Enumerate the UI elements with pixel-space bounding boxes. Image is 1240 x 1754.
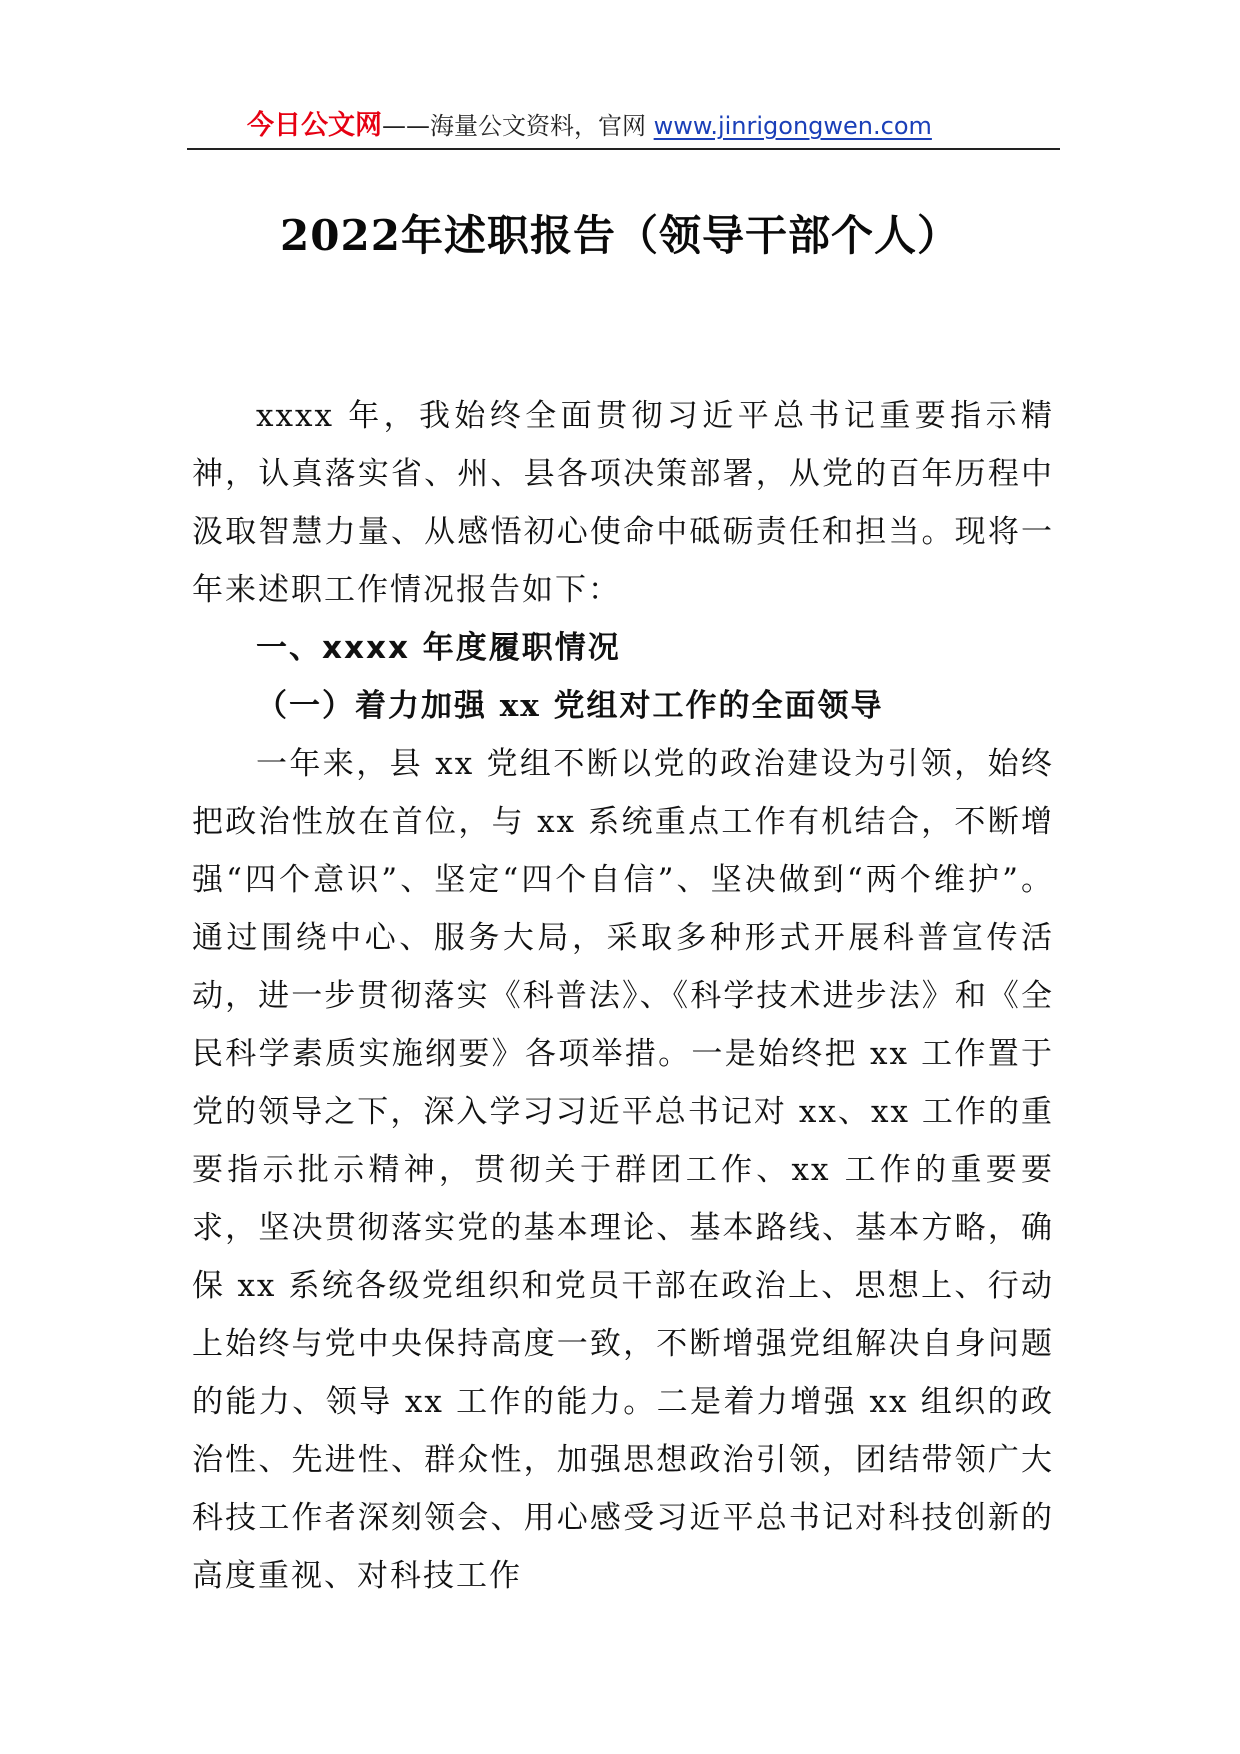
section-heading: 一、xxxx 年度履职情况 — [256, 630, 621, 666]
website-link[interactable]: www.jinrigongwen.com — [653, 112, 932, 140]
brand-name: 今日公文网 — [247, 110, 382, 141]
document-title: 2022年述职报告（领导干部个人） — [280, 211, 960, 260]
header-tagline: ——海量公文资料，官网 — [382, 112, 654, 140]
intro-paragraph: xxxx 年，我始终全面贯彻习近平总书记重要指示精神，认真落实省、州、县各项决策部署，从党的百年历程中汲取智慧力量、从感悟初心使命中砥砺责任和担当。现将一年来述职工作情况报告如下： — [192, 398, 1054, 608]
header-line — [247, 108, 932, 144]
body-paragraph: 一年来，县 xx 党组不断以党的政治建设为引领，始终把政治性放在首位，与 xx 系统重点工作有机结合，不断增强“四个意识”、坚定“四个自信”、坚决做到“两个维护”。通过围绕中心、服务大局，采取多种形式开展科普宣传活动，进一步贯彻落实《科普法》、《科学技术进步法》和《全民科学素质实施纲要》各项举措。一是始终把 xx 工作置于党的领导之下，深入学习习近平总书记对 xx、xx 工作的重要指示批示精神，贯彻关于群团工作、xx 工作的重要要求，坚决贯彻落实党的基本理论、基本路线、基本方略，确保 xx 系统各级党组织和党员干部在政治上、思想上、行动上始终与党中央保持高度一致，不断增强党组解决自身问题的能力、领导 xx 工作的能力。二是着力增强 xx 组织的政治性、先进性、群众性，加强思想政治引领，团结带领广大科技工作者深刻领会、用心感受习近平总书记对科技创新的高度重视、对科技工作 — [192, 746, 1054, 1594]
page-header — [187, 108, 1060, 150]
document-body — [192, 387, 1054, 1605]
subsection-heading: （一）着力加强 xx 党组对工作的全面领导 — [256, 688, 884, 724]
